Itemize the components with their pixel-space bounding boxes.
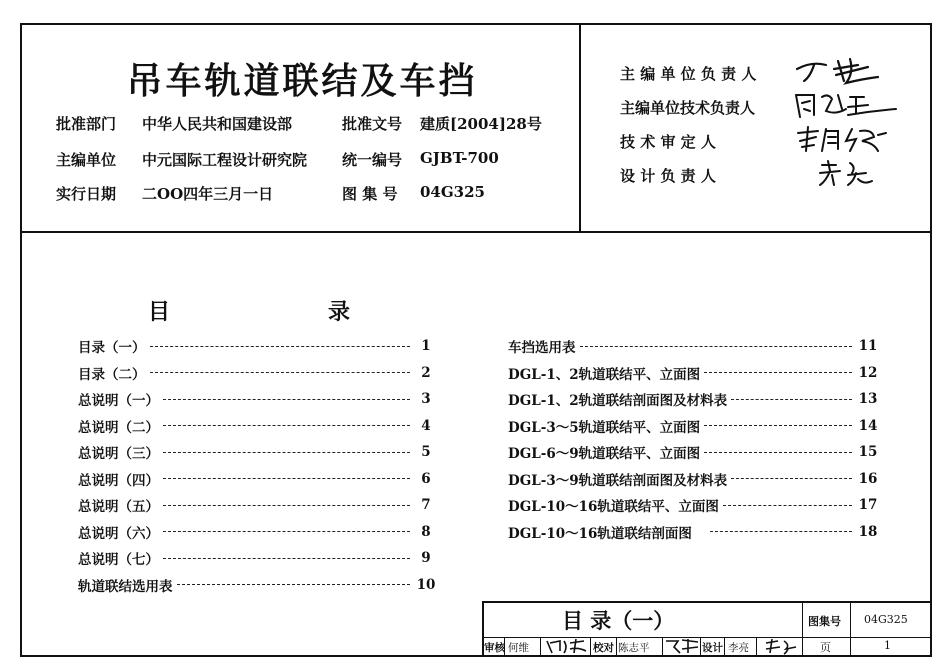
atlas-title: 吊车轨道联结及车挡 [126,61,478,102]
toc-entry-page: 8 [421,523,431,540]
leader-dashes [580,346,853,347]
toc-entry-label: 轨道联结选用表 [78,578,173,595]
toc-entry[interactable] [78,572,438,599]
toc-entry-page: 15 [858,444,878,461]
toc-entry[interactable] [78,492,438,519]
toc-entry-page: 14 [858,417,878,434]
toc-entry-page: 12 [858,364,878,381]
toc-entry-label: DGL-10～16轨道联结平、立面图 [508,499,719,516]
toc-entry[interactable] [78,545,438,572]
toc-entry-label: 总说明（四） [78,472,159,489]
atlas-no-label: 图集号 [808,615,841,628]
handwritten-signature [792,55,902,85]
handwritten-signature [762,637,800,655]
sign-label: 主 编 单 位 负 责 人 [620,65,757,83]
toc-right-column [508,333,880,545]
toc-entry-label: 目录（一） [78,340,146,357]
toc-entry[interactable] [78,360,438,387]
toc-entry-page: 10 [416,576,436,593]
toc-entry-label: DGL-3～5轨道联结平、立面图 [508,419,701,436]
drawing-sheet [20,23,932,657]
toc-entry-label: 总说明（六） [78,525,159,542]
meta-value: 中华人民共和国建设部 [142,115,293,133]
toc-entry-label: DGL-3～9轨道联结剖面图及材料表 [508,472,728,489]
toc-entry[interactable] [508,413,880,440]
toc-entry-label: 目录（二） [78,366,146,383]
handwritten-signature [792,157,902,187]
toc-entry-page: 2 [421,364,431,381]
meta-value: 二OO四年三月一日 [142,185,274,203]
leader-dashes [723,505,852,506]
meta-value: 中元国际工程设计研究院 [142,151,308,169]
toc-entry-page: 17 [858,497,878,514]
leader-dashes [731,399,852,400]
leader-dashes [163,452,410,453]
toc-entry-page: 3 [421,391,431,408]
toc-entry-page: 18 [858,523,878,540]
toc-entry[interactable] [78,413,438,440]
toc-entry[interactable] [508,492,880,519]
toc-entry[interactable] [508,466,880,493]
toc-entry-page: 13 [858,391,878,408]
toc-entry[interactable] [78,333,438,360]
toc-entry[interactable] [508,439,880,466]
leader-dashes [150,346,411,347]
handwritten-signature [792,123,902,153]
toc-entry-page: 5 [421,444,431,461]
atlas-no: 04G325 [864,613,908,626]
design-label: 设计 [702,642,723,654]
meta-label: 统一编号 [342,151,403,169]
toc-entry-label: DGL-6～9轨道联结平、立面图 [508,446,701,463]
sheet-title: 目 录（一） [562,609,675,633]
leader-dashes [731,478,852,479]
toc-entry-label: 总说明（七） [78,552,159,569]
toc-entry-label: DGL-1、2轨道联结平、立面图 [508,366,701,383]
leader-dashes [710,531,852,532]
sign-label: 技 术 审 定 人 [620,133,716,151]
toc-entry[interactable] [78,386,438,413]
leader-dashes [704,372,852,373]
review-label: 审核 [484,642,505,654]
header-divider [22,231,930,233]
leader-dashes [163,558,410,559]
leader-dashes [177,584,411,585]
meta-label: 主编单位 [56,151,117,169]
toc-heading-right: 录 [328,300,351,325]
toc-entry-label: 总说明（三） [78,446,159,463]
handwritten-signature [544,637,588,655]
meta-label: 图 集 号 [342,185,398,203]
toc-entry[interactable] [508,519,880,546]
meta-value: 建质[2004]28号 [420,115,542,133]
toc-entry-page: 11 [858,338,878,355]
sign-label: 主编单位技术负责人 [620,99,756,117]
leader-dashes [704,452,852,453]
toc-entry-label: 车挡选用表 [508,340,576,357]
toc-entry[interactable] [508,386,880,413]
leader-dashes [163,531,410,532]
toc-left-column [78,333,438,598]
toc-entry[interactable] [508,333,880,360]
meta-value: 04G325 [420,183,485,201]
toc-entry[interactable] [508,360,880,387]
toc-entry[interactable] [78,439,438,466]
meta-value: GJBT-700 [420,149,499,167]
meta-label: 批准部门 [56,115,117,133]
check-label: 校对 [593,642,614,654]
toc-entry[interactable] [78,466,438,493]
leader-dashes [163,478,410,479]
sign-label: 设 计 负 责 人 [620,167,716,185]
toc-entry-label: DGL-1、2轨道联结剖面图及材料表 [508,393,728,410]
toc-entry-page: 1 [421,338,431,355]
leader-dashes [163,399,410,400]
toc-entry-page: 4 [421,417,431,434]
handwritten-signature [792,89,902,119]
toc-entry-page: 9 [421,550,431,567]
toc-entry-label: 总说明（二） [78,419,159,436]
toc-entry-label: 总说明（一） [78,393,159,410]
toc-entry[interactable] [78,519,438,546]
leader-dashes [150,372,411,373]
toc-entry-label: DGL-10～16轨道联结剖面图 [508,525,692,542]
toc-heading-left: 目 [148,300,171,325]
page-number: 1 [884,639,891,652]
handwritten-signature [664,637,700,655]
toc-entry-page: 16 [858,470,878,487]
toc-entry-page: 6 [421,470,431,487]
meta-label: 实行日期 [56,185,117,203]
page-label: 页 [820,641,831,654]
toc-entry-page: 7 [421,497,431,514]
toc-entry-label: 总说明（五） [78,499,159,516]
designer-name: 李亮 [728,642,749,654]
leader-dashes [163,425,410,426]
leader-dashes [163,505,410,506]
reviewer-name: 何维 [508,642,529,654]
meta-label: 批准文号 [342,115,403,133]
leader-dashes [704,425,852,426]
checker-name: 陈志平 [618,642,650,654]
